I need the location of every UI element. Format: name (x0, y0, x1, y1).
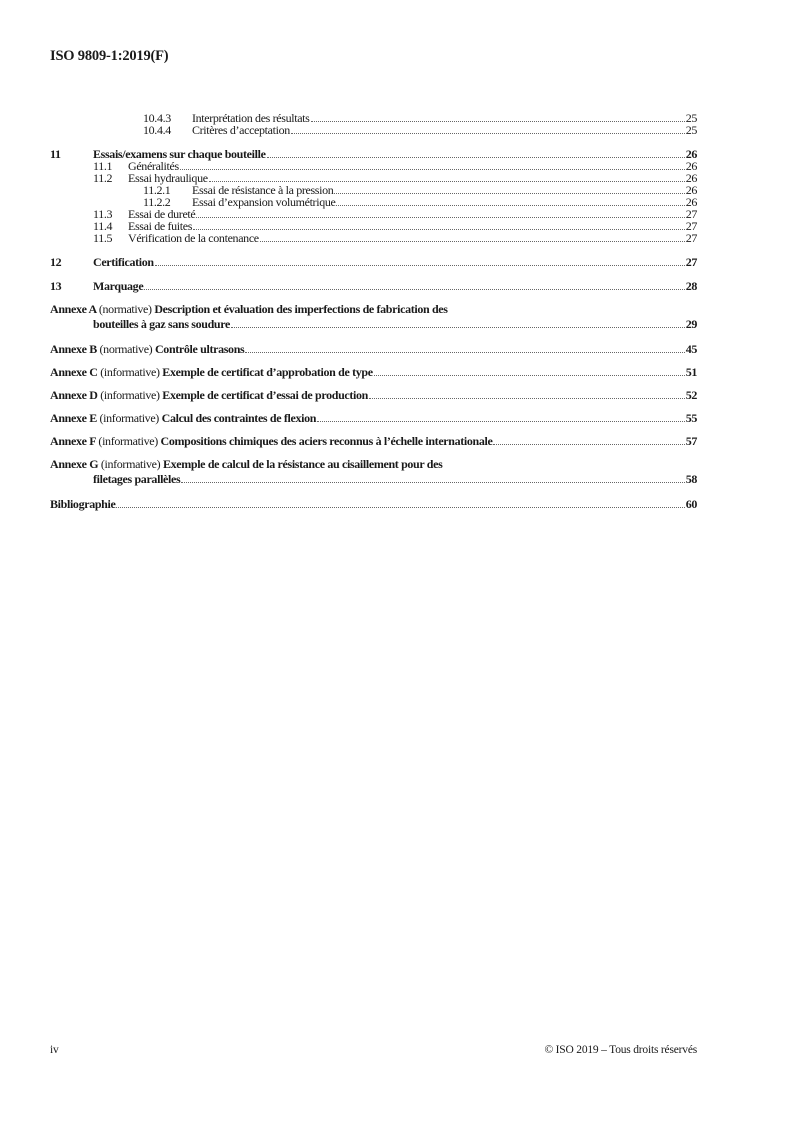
annex-label: Annexe E (50, 411, 97, 425)
annex-label: Annexe G (50, 457, 99, 471)
dot-leader (317, 420, 685, 422)
toc-entry-page: 51 (685, 365, 697, 379)
toc-entry-page: 27 (685, 219, 697, 233)
annex-label: Annexe D (50, 388, 98, 402)
toc-entry-number: 11.2 (93, 171, 113, 185)
toc-entry-title-wrap (50, 303, 448, 315)
toc-entry-annex[interactable] (50, 412, 697, 424)
dot-leader (181, 481, 684, 483)
toc-entry-number: 11 (50, 147, 61, 161)
dot-leader (311, 120, 685, 122)
toc-entry-title-wrap (50, 435, 492, 447)
toc-entry-page: 26 (685, 195, 697, 209)
dot-leader (267, 156, 685, 158)
annex-type: (informative) (100, 457, 161, 471)
toc-entry-number: 10.4.3 (143, 111, 171, 125)
toc-entry-title-wrap (50, 498, 115, 510)
toc-entry-page: 28 (685, 279, 697, 293)
dot-leader (155, 264, 685, 266)
toc-entry-number: 12 (50, 255, 62, 269)
toc-entry-title: Compositions chimiques des aciers reconnus à l’échelle internationale (160, 434, 493, 448)
dot-leader (336, 204, 684, 206)
toc-entry-title-wrap (50, 412, 316, 424)
toc-entry-title: Contrôle ultrasons (154, 342, 245, 356)
toc-entry-page: 26 (685, 171, 697, 185)
dot-leader (291, 132, 685, 134)
dot-leader (196, 216, 684, 218)
annex-label: Annexe A (50, 302, 97, 316)
toc-entry[interactable] (50, 280, 697, 292)
dot-leader (369, 397, 685, 399)
toc-entry-title: Exemple de calcul de la résistance au cisaillement pour des (162, 457, 443, 471)
toc-entry-title-cont: filetages parallèles (93, 472, 181, 486)
toc-entry[interactable] (50, 256, 697, 268)
toc-entry-title: Essai d’expansion volumétrique (192, 195, 336, 209)
annex-type: (normative) (98, 302, 152, 316)
toc-entry-title-wrap (50, 343, 244, 355)
annex-type: (informative) (100, 388, 160, 402)
toc-entry-number: 11.1 (93, 159, 113, 173)
dot-leader (209, 180, 685, 182)
toc-entry-annex[interactable] (50, 435, 697, 447)
toc-entry-page: 60 (685, 497, 697, 511)
toc-entry-page: 25 (685, 123, 697, 137)
toc-entry-page: 45 (685, 342, 697, 356)
annex-label: Annexe B (50, 342, 97, 356)
toc-entry-title: Critères d’acceptation (192, 123, 290, 137)
toc-entry-title: Certification (93, 255, 154, 269)
dot-leader (374, 374, 685, 376)
annex-type: (normative) (99, 342, 153, 356)
toc-entry-annex[interactable] (50, 343, 697, 355)
toc-entry-title-cont: bouteilles à gaz sans soudure (93, 317, 230, 331)
document-header-id: ISO 9809-1:2019(F) (50, 48, 169, 64)
toc-entry-number: 11.5 (93, 231, 113, 245)
toc-entry-page: 58 (685, 472, 697, 486)
toc-entry-number: 11.2.2 (143, 195, 171, 209)
toc-entry-page: 29 (685, 317, 697, 331)
toc-entry-page: 25 (685, 111, 697, 125)
dot-leader (180, 168, 685, 170)
footer-copyright: © ISO 2019 – Tous droits réservés (544, 1044, 697, 1056)
toc-entry-annex[interactable] (50, 389, 697, 401)
toc-entry-number: 11.4 (93, 219, 113, 233)
toc-entry-page: 55 (685, 411, 697, 425)
toc-entry-title: Essai hydraulique (128, 171, 208, 185)
toc-entry-annex[interactable] (50, 458, 697, 470)
toc-entry-number: 11.2.1 (143, 183, 171, 197)
annex-label: Annexe C (50, 365, 98, 379)
toc-entry-title: Calcul des contraintes de flexion (161, 411, 317, 425)
toc-entry-title: Exemple de certificat d’approbation de type (162, 365, 373, 379)
toc-entry-page: 27 (685, 207, 697, 221)
toc-entry-title: Vérification de la contenance (128, 231, 259, 245)
toc-entry-annex[interactable] (50, 303, 697, 315)
dot-leader (193, 228, 685, 230)
toc-entry-page: 26 (685, 147, 697, 161)
toc-entry-title: Description et évaluation des imperfections de fabrication des (154, 302, 448, 316)
toc-entry[interactable] (50, 124, 697, 136)
dot-leader (260, 240, 685, 242)
toc-entry-title: Essai de fuites (128, 219, 193, 233)
toc-entry-title: Essai de dureté (128, 207, 196, 221)
toc-entry-page: 26 (685, 159, 697, 173)
annex-type: (informative) (100, 365, 160, 379)
toc-entry-annex[interactable] (50, 498, 697, 510)
annex-type: (informative) (98, 434, 158, 448)
dot-leader (334, 192, 684, 194)
toc-entry-continuation[interactable] (50, 317, 697, 332)
toc-entry-number: 11.3 (93, 207, 113, 221)
toc-entry-title: Bibliographie (50, 497, 116, 511)
dot-leader (116, 506, 684, 508)
toc-entry-page: 27 (685, 231, 697, 245)
dot-leader (245, 351, 684, 353)
toc-entry-continuation[interactable] (50, 472, 697, 487)
toc-entry-title: Généralités (128, 159, 179, 173)
dot-leader (144, 288, 684, 290)
toc-entry-title: Essais/examens sur chaque bouteille (93, 147, 266, 161)
annex-label: Annexe F (50, 434, 96, 448)
toc-entry-page: 52 (685, 388, 697, 402)
table-of-contents (50, 112, 697, 510)
annex-type: (informative) (99, 411, 159, 425)
toc-entry-title: Marquage (93, 279, 144, 293)
toc-entry-title: Exemple de certificat d’essai de production (162, 388, 368, 402)
toc-entry-title: Essai de résistance à la pression (192, 183, 334, 197)
dot-leader (231, 326, 685, 328)
toc-entry-annex[interactable] (50, 366, 697, 378)
toc-entry[interactable] (50, 232, 697, 244)
dot-leader (493, 443, 684, 445)
toc-entry-number: 10.4.4 (143, 123, 171, 137)
toc-entry-title: Interprétation des résultats (192, 111, 310, 125)
toc-entry-number: 13 (50, 279, 62, 293)
toc-entry-page: 27 (685, 255, 697, 269)
toc-entry-page: 57 (685, 434, 697, 448)
toc-entry-title-wrap (50, 389, 368, 401)
toc-entry-title-wrap (50, 458, 442, 470)
footer-page-number: iv (50, 1044, 59, 1056)
toc-entry-page: 26 (685, 183, 697, 197)
toc-entry-title-wrap (50, 366, 373, 378)
